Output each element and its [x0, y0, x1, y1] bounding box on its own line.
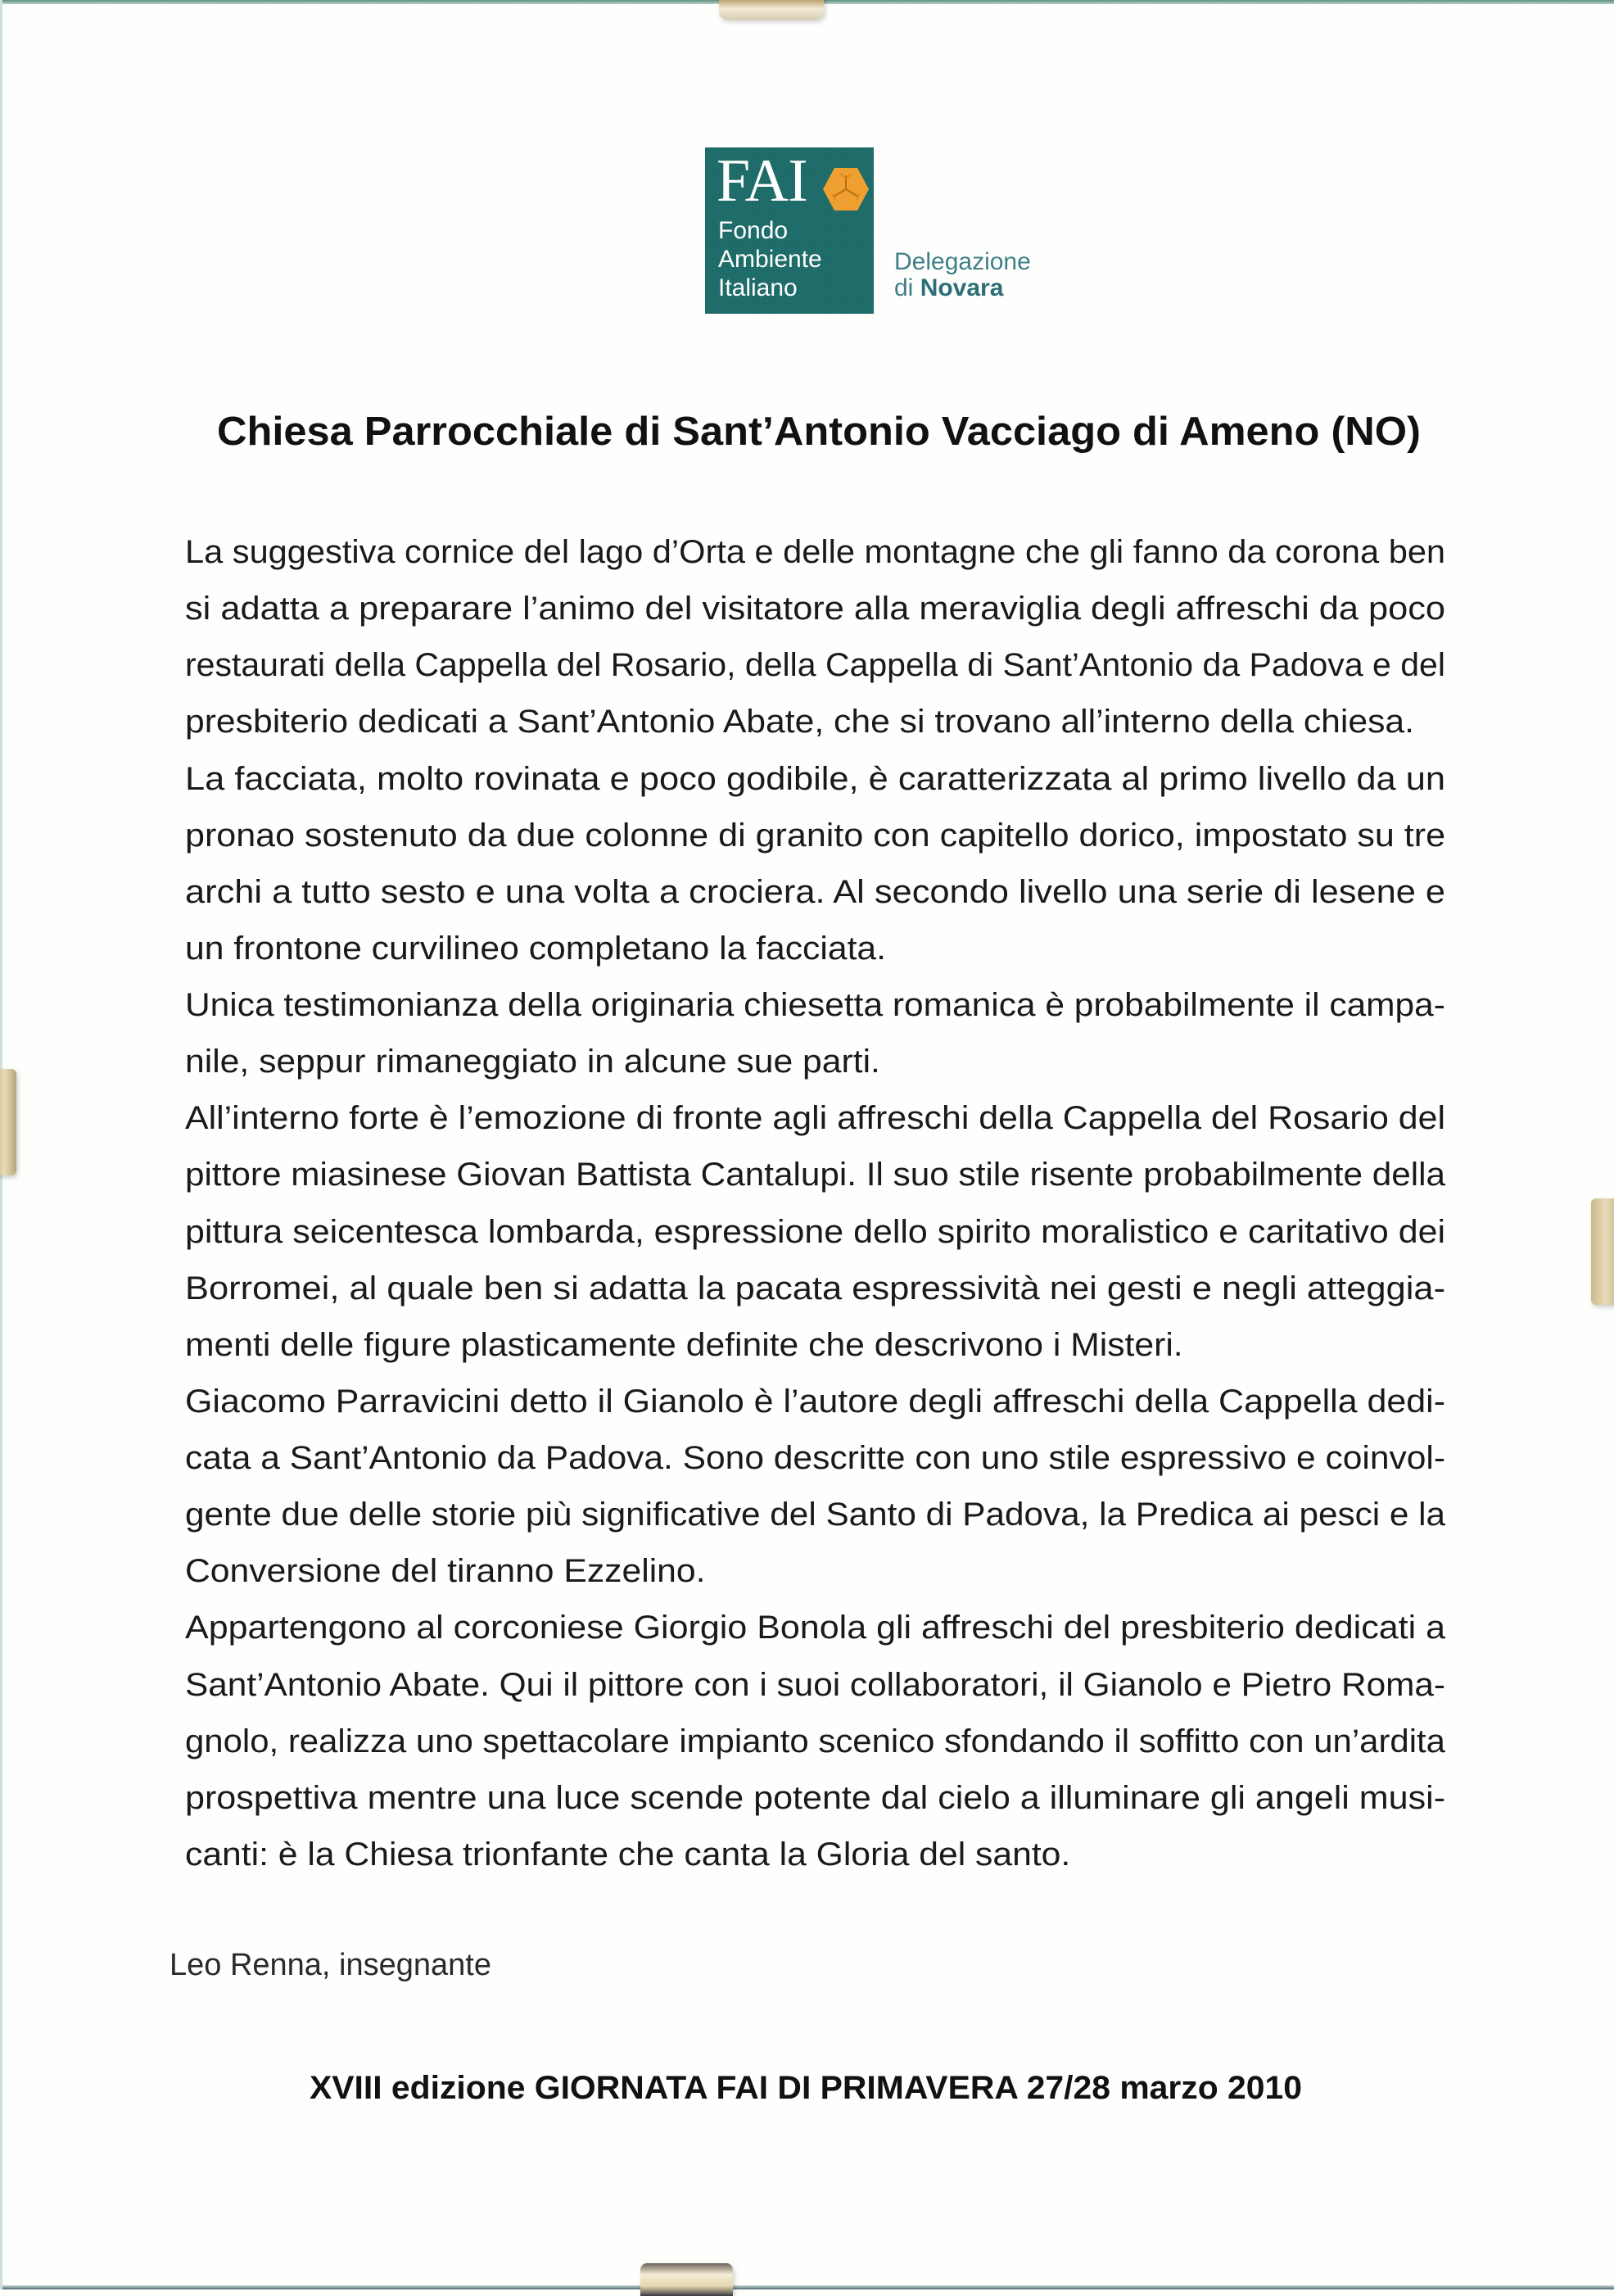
- logo-line-fondo: Fondo: [718, 217, 789, 244]
- body-line: [185, 532, 1445, 572]
- delegation-city: Novara: [920, 274, 1004, 301]
- delegation-line2: [894, 276, 1003, 301]
- body-line-text: Appartengono al corconiese Giorgio Bonola gli affreschi del presbiterio dedicati a: [185, 1610, 1446, 1646]
- body-line: [185, 929, 1445, 968]
- body-line: [185, 645, 1445, 685]
- body-line-text: pittore miasinese Giovan Battista Cantalupi. Il suo stile risente probabilmente della: [185, 1157, 1446, 1193]
- body-line: [185, 1098, 1445, 1138]
- fai-logo: [705, 147, 874, 314]
- frame-clip-bottom: [640, 2263, 733, 2296]
- body-line: [185, 1778, 1445, 1818]
- hexagon-flower-icon: [822, 165, 870, 213]
- body-line: [185, 1608, 1445, 1647]
- body-line: [185, 1438, 1445, 1478]
- delegation-line1: Delegazione: [894, 248, 1031, 275]
- signature: Leo Renna, insegnante: [170, 1948, 491, 1982]
- body-line-text: gente due delle storie più significative del Santo di Padova, la Predica ai pesci e la: [185, 1497, 1446, 1533]
- frame-edge-bottom: [0, 2285, 1614, 2289]
- body-line: [185, 1212, 1445, 1252]
- body-line-text: restaurati della Cappella del Rosario, della Cappella di Sant’Antonio da Padova e del: [185, 647, 1445, 683]
- body-line-text: prospettiva mentre una luce scende potente dal cielo a illuminare gli angeli musi-: [185, 1780, 1446, 1816]
- body-line-text: Giacomo Parravicini detto il Gianolo è l’autore degli affreschi della Cappella dedi-: [185, 1383, 1446, 1420]
- delegation-prefix: di: [894, 274, 920, 301]
- body-line: [185, 1665, 1445, 1705]
- frame-clip-top: [719, 0, 824, 20]
- logo-line-italiano: Italiano: [718, 274, 798, 301]
- body-line-text: pronao sostenuto da due colonne di granito con capitello dorico, impostato su tre: [185, 817, 1446, 854]
- logo-mark: FAI: [717, 147, 807, 215]
- body-line: [185, 1551, 1445, 1591]
- body-line-text: un frontone curvilineo completano la facciata.: [185, 931, 887, 967]
- body-line: [185, 872, 1445, 912]
- body-line: [185, 816, 1445, 855]
- footer-event: XVIII edizione GIORNATA FAI DI PRIMAVERA 27/28 marzo 2010: [310, 2070, 1302, 2106]
- body-line: [185, 589, 1445, 628]
- body-line-text: nile, seppur rimaneggiato in alcune sue parti.: [185, 1044, 880, 1080]
- body-line: [185, 1382, 1445, 1421]
- body-line-text: La facciata, molto rovinata e poco godibile, è caratterizzata al primo livello da un: [185, 761, 1445, 797]
- body-line: [185, 759, 1445, 799]
- body-line-text: La suggestiva cornice del lago d’Orta e delle montagne che gli fanno da corona ben: [185, 534, 1446, 570]
- body-line-text: Unica testimonianza della originaria chiesetta romanica è probabilmente il campa-: [185, 987, 1445, 1023]
- body-line: [185, 1835, 1445, 1874]
- body-line-text: canti: è la Chiesa trionfante che canta la Gloria del santo.: [185, 1836, 1071, 1873]
- body-line-text: Sant’Antonio Abate. Qui il pittore con i suoi collaboratori, il Gianolo e Pietro Roma-: [185, 1667, 1446, 1703]
- body-line-text: All’interno forte è l’emozione di fronte agli affreschi della Cappella del Rosario del: [185, 1100, 1445, 1136]
- frame-clip-left: [0, 1069, 16, 1175]
- body-line: [185, 1042, 1445, 1081]
- body-line-text: cata a Sant’Antonio da Padova. Sono descritte con uno stile espressivo e coinvol-: [185, 1440, 1446, 1476]
- body-line-text: presbiterio dedicati a Sant’Antonio Abate, che si trovano all’interno della chiesa.: [185, 704, 1415, 740]
- body-line-text: menti delle figure plasticamente definite che descrivono i Misteri.: [185, 1327, 1183, 1363]
- body-line-text: si adatta a preparare l’animo del visitatore alla meraviglia degli affreschi da poco: [185, 591, 1446, 627]
- body-line-text: pittura seicentesca lombarda, espressione dello spirito moralistico e caritativo dei: [185, 1214, 1446, 1250]
- body-line: [185, 1495, 1445, 1534]
- body-line: [185, 1722, 1445, 1761]
- body-line-text: Borromei, al quale ben si adatta la pacata espressività nei gesti e negli atteggia-: [185, 1270, 1446, 1307]
- frame-clip-right: [1591, 1198, 1614, 1305]
- body-line-text: archi a tutto sesto e una volta a crociera. Al secondo livello una serie di lesene e: [185, 874, 1446, 910]
- page-title: Chiesa Parrocchiale di Sant’Antonio Vacciago di Ameno (NO): [217, 410, 1421, 454]
- logo-line-ambiente: Ambiente: [718, 246, 822, 273]
- body-line: [185, 702, 1445, 741]
- body-line-text: Conversione del tiranno Ezzelino.: [185, 1553, 706, 1589]
- body-line: [185, 985, 1445, 1025]
- body-line-text: gnolo, realizza uno spettacolare impianto scenico sfondando il soffitto con un’ardita: [185, 1723, 1445, 1759]
- body-line: [185, 1269, 1445, 1308]
- body-line: [185, 1155, 1445, 1194]
- body-line: [185, 1325, 1445, 1365]
